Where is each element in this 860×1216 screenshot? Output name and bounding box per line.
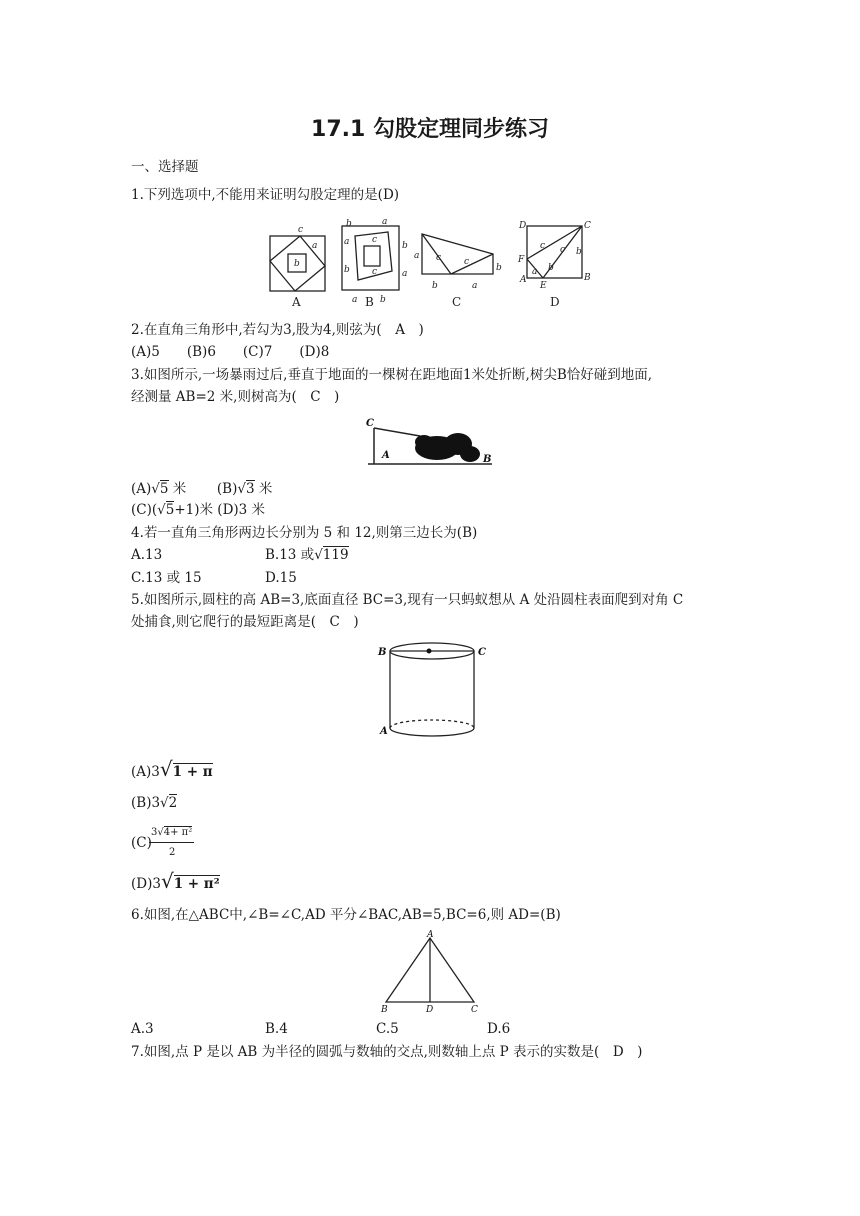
fig-a-label-b: b [294, 259, 300, 269]
fig-b-label-a4: a [352, 295, 358, 305]
q5-opt-d-prefix: (D)3 [131, 876, 161, 892]
q4-opt-b-radicand: 119 [322, 547, 349, 563]
fig3-label-B: B [483, 454, 492, 465]
sqrt-icon: √ [157, 827, 164, 838]
fig-b-label-b3: b [344, 265, 350, 275]
question-3-text-2: 经测量 AB=2 米,则树高为( C ) [131, 389, 340, 405]
question-4-options-cd [131, 569, 297, 587]
sqrt-icon: √ [151, 481, 160, 497]
question-6-options [131, 1020, 510, 1038]
question-5-text-2: 处捕食,则它爬行的最短距离是( C ) [131, 614, 359, 630]
fig5-label-C: C [478, 647, 486, 658]
fig-label-B: B [365, 295, 374, 309]
question-1-figures [260, 214, 600, 310]
question-3-options-cd [131, 501, 265, 519]
q3-opt-c-prefix: (C)( [131, 502, 158, 518]
q5-opt-a-radicand: 1 + π [172, 764, 213, 780]
fig6-label-A: A [427, 930, 434, 940]
question-2-options: (A)5 (B)6 (C)7 (D)8 [131, 344, 330, 360]
fig-d-label-C: C [584, 221, 591, 231]
q5-opt-c-prefix: (C) [131, 835, 152, 851]
q5-opt-c-numerator [149, 824, 194, 843]
q5-option-b [131, 794, 177, 812]
q3-opt-b-prefix: (B) [216, 481, 238, 497]
fig-b-label-a2: a [344, 237, 350, 247]
fig-b-label-b1: b [346, 219, 352, 229]
question-5-figure [376, 640, 492, 744]
question-6-text: 6.如图,在△ABC中,∠B=∠C,AD 平分∠BAC,AB=5,BC=6,则 AD=(B) [131, 907, 561, 923]
q3-opt-b-radicand: 3 [245, 481, 255, 497]
q6-opt-a: A.3 [131, 1021, 154, 1037]
question-4-options-ab [131, 546, 349, 564]
fig-d-label-E: E [540, 281, 547, 291]
fig-c-label-a: a [414, 251, 420, 261]
q3-opt-a-prefix: (A) [131, 481, 152, 497]
sqrt-icon: √ [159, 757, 173, 781]
sqrt-icon: √ [314, 547, 323, 563]
fig6-label-C: C [471, 1005, 478, 1015]
fig3-label-C: C [366, 418, 374, 429]
fig3-label-A: A [382, 450, 390, 461]
fig5-label-A: A [380, 726, 388, 737]
question-5-text-1: 5.如图所示,圆柱的高 AB=3,底面直径 BC=3,现有一只蚂蚁想从 A 处沿圆柱表面爬到对角 C [131, 592, 684, 608]
fig-a-label-a: a [312, 241, 318, 251]
q5-opt-b-radicand: 2 [168, 795, 178, 811]
q6-opt-c: C.5 [376, 1021, 399, 1037]
q5-opt-d-radicand: 1 + π² [173, 876, 220, 892]
q3-opt-a-suffix: 米 [168, 481, 187, 497]
fig5-label-B: B [378, 647, 387, 658]
q3-opt-c-radicand: 5 [165, 502, 175, 518]
question-2-text: 2.在直角三角形中,若勾为3,股为4,则弦为( A ) [131, 322, 424, 338]
fig-c-label-a2: a [472, 281, 478, 291]
fig6-label-D: D [426, 1005, 434, 1015]
fig-label-A: A [292, 295, 301, 309]
q4-opt-a: A.13 [131, 547, 163, 563]
fig-c-label-c2: c [464, 257, 470, 267]
q5-opt-c-num-radicand: 4+ π² [163, 827, 193, 838]
fig-b-label-c1: c [372, 235, 378, 245]
sqrt-icon: √ [160, 795, 169, 811]
question-4-text: 4.若一直角三角形两边长分别为 5 和 12,则第三边长为(B) [131, 525, 478, 541]
q4-opt-d: D.15 [265, 570, 297, 586]
question-3-text-1: 3.如图所示,一场暴雨过后,垂直于地面的一棵树在距地面1米处折断,树尖B恰好碰到地面, [131, 367, 653, 383]
sqrt-icon: √ [157, 502, 166, 518]
fig-label-C: C [452, 295, 462, 309]
fig-d-label-c2: c [560, 245, 566, 255]
fig6-label-B: B [381, 1005, 388, 1015]
q5-opt-c-denominator: 2 [169, 847, 176, 858]
question-6-figure [376, 930, 486, 1016]
fig-d-label-b: b [548, 263, 554, 273]
fig-c-label-b: b [496, 263, 502, 273]
q4-opt-c: C.13 或 15 [131, 570, 202, 586]
q5-opt-c-num-prefix: 3 [151, 827, 158, 838]
fig-d-label-b2: b [576, 247, 582, 257]
fig-d-label-a: a [532, 267, 538, 277]
q5-option-d [131, 869, 220, 893]
q4-opt-b-prefix: B.13 或 [265, 547, 315, 563]
fig-d-label-B: B [584, 273, 591, 283]
section-heading: 一、选择题 [131, 159, 199, 175]
fig-b-label-c2: c [372, 267, 378, 277]
q3-opt-a-radicand: 5 [159, 481, 169, 497]
fig-d-label-A: A [520, 275, 527, 285]
fig-d-label-c: c [540, 241, 546, 251]
page-title: 17.1 勾股定理同步练习 [311, 117, 549, 142]
q6-opt-b: B.4 [265, 1021, 288, 1037]
fig-b-label-b2: b [402, 241, 408, 251]
question-3-options-ab [131, 480, 272, 498]
fig-c-label-b2: b [432, 281, 438, 291]
question-7-text: 7.如图,点 P 是以 AB 为半径的圆弧与数轴的交点,则数轴上点 P 表示的实数是( D ) [131, 1044, 643, 1060]
fig-d-label-D: D [519, 221, 527, 231]
fig-b-label-a1: a [382, 217, 388, 227]
q5-option-a [131, 757, 213, 781]
fig-d-label-F: F [518, 255, 525, 265]
fig-b-label-b4: b [380, 295, 386, 305]
sqrt-icon: √ [237, 481, 246, 497]
fig-b-label-a3: a [402, 269, 408, 279]
fig-c-label-c1: c [436, 253, 442, 263]
q6-opt-d: D.6 [487, 1021, 511, 1037]
q3-opt-b-suffix: 米 [254, 481, 273, 497]
q5-opt-b-prefix: (B)3 [131, 795, 161, 811]
q3-opt-c-suffix: +1)米 (D)3 米 [174, 502, 266, 518]
question-3-figure [362, 414, 496, 468]
sqrt-icon: √ [160, 869, 174, 893]
question-1-text: 1.下列选项中,不能用来证明勾股定理的是(D) [131, 187, 400, 203]
fig-label-D: D [550, 295, 560, 309]
fig-a-label-c: c [298, 225, 304, 235]
q5-opt-a-prefix: (A)3 [131, 764, 160, 780]
